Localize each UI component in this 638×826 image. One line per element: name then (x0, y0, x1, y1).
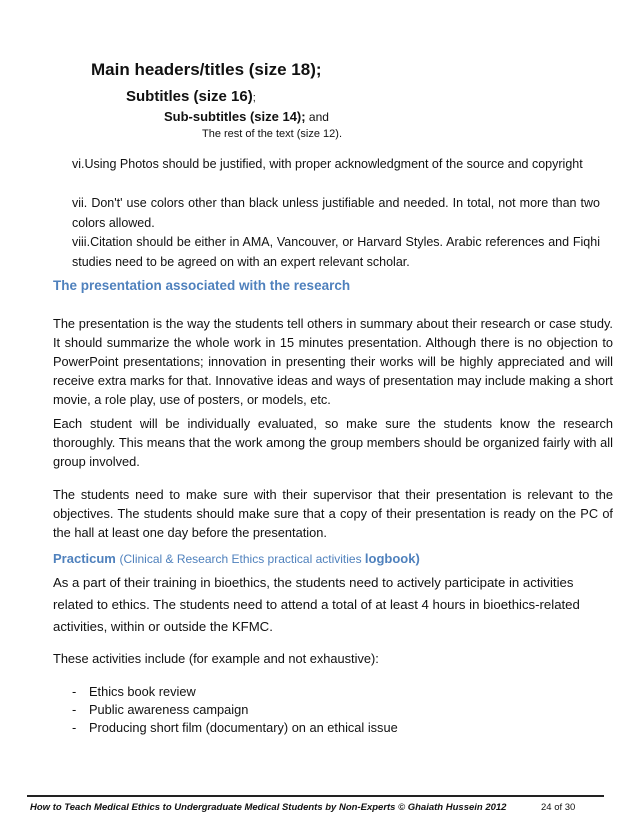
presentation-paragraph-3: The students need to make sure with their supervisor that their presentation is relevant to the objectives. The students should make sure that a copy of their presentation is ready on the PC of the hall at least one day before the presentation. (53, 487, 613, 540)
rule-number: vii. (72, 196, 88, 210)
rule-text: Citation should be either in AMA, Vancouver, or Harvard Styles. Arabic references and Fiqhi studies need to be agreed on with an expert relevant scholar. (72, 235, 600, 269)
sample-body-text: The rest of the text (size 12). (202, 128, 343, 140)
list-item (72, 701, 248, 719)
footer-citation: How to Teach Medical Ethics to Undergraduate Medical Students by Non-Experts © Ghaiath Hussein 2012 (30, 802, 507, 813)
bullet-dash: - (72, 720, 77, 735)
rule-item (72, 194, 600, 233)
sample-subtitle (126, 88, 256, 105)
sample-sub-subtitle (164, 109, 329, 124)
subtitle-semicolon: ; (252, 92, 256, 104)
presentation-section-title: The presentation associated with the research (53, 278, 351, 293)
practicum-paragraph-2: These activities include (for example and not exhaustive): (53, 651, 379, 666)
sample-main-header: Main headers/titles (size 18); (91, 60, 322, 79)
rule-number: vi. (72, 157, 85, 171)
presentation-paragraph-2: Each student will be individually evaluated, so make sure the students know the research thoroughly. This means that the work among the group members should be organized fairly with all group involved. (53, 416, 613, 469)
rule-text: Using Photos should be justified, with proper acknowledgment of the source and copyright (84, 157, 583, 171)
sub-subtitle-and: and (305, 110, 329, 124)
rule-number: viii. (72, 235, 91, 249)
presentation-paragraph-1: The presentation is the way the students tell others in summary about their research or case study. It should summarize the whole work in 15 minutes presentation. Although there is no objection to PowerPoint presentations; innovation in presenting their works will be highly appreciated and will receive extra marks for that. Innovative ideas and ways of presentation may include making a short movie, a role play, use of posters, or models, etc. (53, 316, 613, 407)
sub-subtitle-text: Sub-subtitles (size 14); (164, 109, 306, 124)
practicum-title: Practicum (53, 551, 116, 566)
practicum-subtitle: (Clinical & Research Ethics practical activities (119, 552, 365, 566)
bullet-dash: - (72, 702, 77, 717)
bullet-dash: - (72, 684, 77, 699)
practicum-section-title (53, 551, 420, 566)
rule-text: Don't' use colors other than black unless justifiable and needed. In total, not more than two colors allowed. (72, 196, 600, 230)
list-item-text: Public awareness campaign (89, 702, 249, 717)
footer-divider (27, 795, 604, 797)
page-number: 24 of 30 (541, 802, 576, 813)
list-item (72, 683, 196, 701)
practicum-logbook: logbook) (364, 551, 420, 566)
list-item-text: Ethics book review (89, 684, 196, 699)
subtitle-text: Subtitles (size 16) (126, 88, 253, 105)
list-item-text: Producing short film (documentary) on an ethical issue (89, 720, 398, 735)
rule-item (72, 155, 600, 175)
rule-item (72, 233, 600, 272)
list-item (72, 719, 398, 737)
practicum-paragraph-1: As a part of their training in bioethics, the students need to actively participate in activities related to ethics. The students need to attend a total of at least 4 hours in bioethics-related activities, within or outside the KFMC. (53, 575, 580, 634)
